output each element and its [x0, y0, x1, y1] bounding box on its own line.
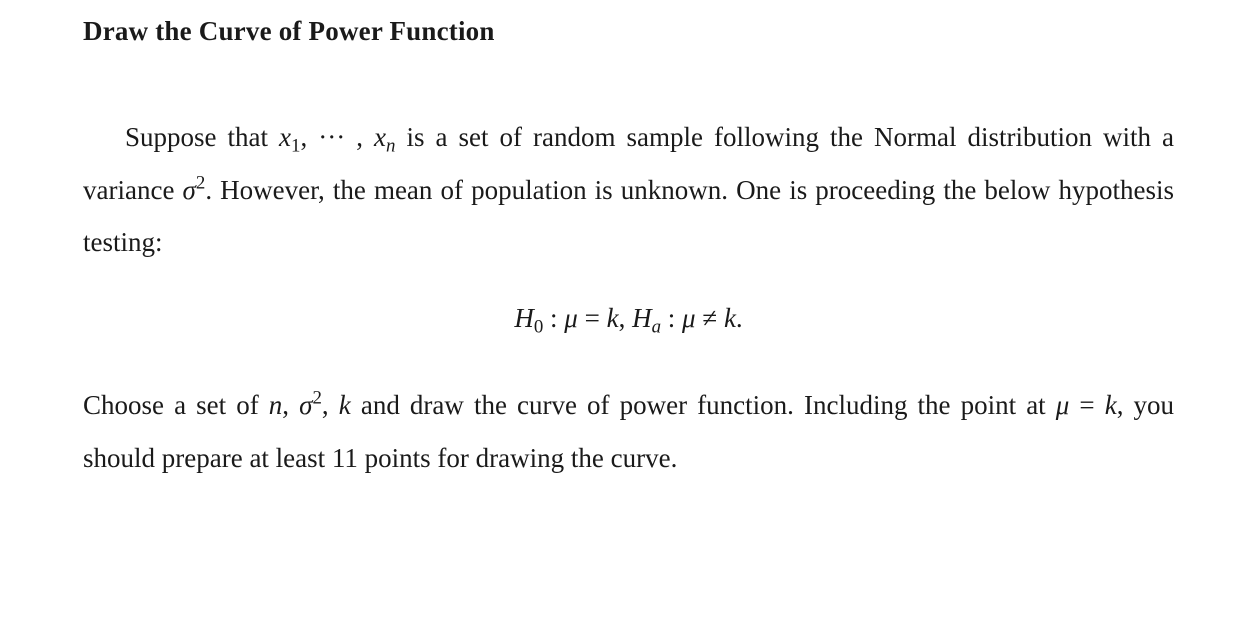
text-span: Suppose that	[125, 122, 280, 152]
math-mu: μ	[564, 303, 578, 333]
math-comma: ,	[618, 303, 633, 333]
instruction-paragraph	[83, 379, 1174, 484]
math-colon: :	[661, 303, 683, 333]
math-n: n	[268, 390, 283, 420]
math-period: .	[735, 303, 743, 333]
math-k: k	[606, 303, 619, 333]
math-equals: =	[1069, 390, 1105, 420]
text-span: . However, the mean of population is unknown. One is proceeding the below hypothesis testing:	[83, 174, 1174, 257]
math-mu: μ	[682, 303, 696, 333]
math-k: k	[723, 303, 736, 333]
math-not-equal: ≠	[695, 303, 724, 333]
math-subscript-1: 1	[291, 135, 301, 157]
math-subscript-0: 0	[533, 316, 544, 338]
text-span: , you should prepare at least 11 points for drawing the curve.	[83, 390, 1175, 473]
math-k: k	[1104, 390, 1117, 420]
math-subscript-a: a	[651, 316, 662, 338]
math-h: H	[514, 303, 534, 333]
math-sigma: σ	[182, 174, 196, 205]
problem-paragraph	[83, 111, 1174, 269]
math-superscript-2: 2	[312, 387, 322, 409]
math-dots: , ··· ,	[300, 122, 374, 152]
math-k: k	[338, 390, 351, 420]
math-mu: μ	[1055, 390, 1070, 420]
text-span: and draw the curve of power function. Including the point at	[350, 390, 1056, 420]
math-colon: :	[543, 303, 565, 333]
text-span: Choose a set of	[83, 390, 269, 420]
math-h: H	[632, 303, 652, 333]
math-x: x	[374, 122, 386, 152]
math-x: x	[279, 122, 292, 152]
math-comma: ,	[282, 390, 300, 420]
math-sigma: σ	[299, 390, 313, 420]
math-equals: =	[577, 303, 607, 333]
text-span: is a set of random sample following the Normal distribution with a variance	[83, 122, 1174, 205]
math-subscript-n: n	[385, 135, 396, 157]
page-title: Draw the Curve of Power Function	[83, 16, 495, 46]
math-comma: ,	[321, 390, 339, 420]
hypothesis-equation	[83, 303, 1174, 338]
math-superscript-2: 2	[195, 172, 206, 194]
